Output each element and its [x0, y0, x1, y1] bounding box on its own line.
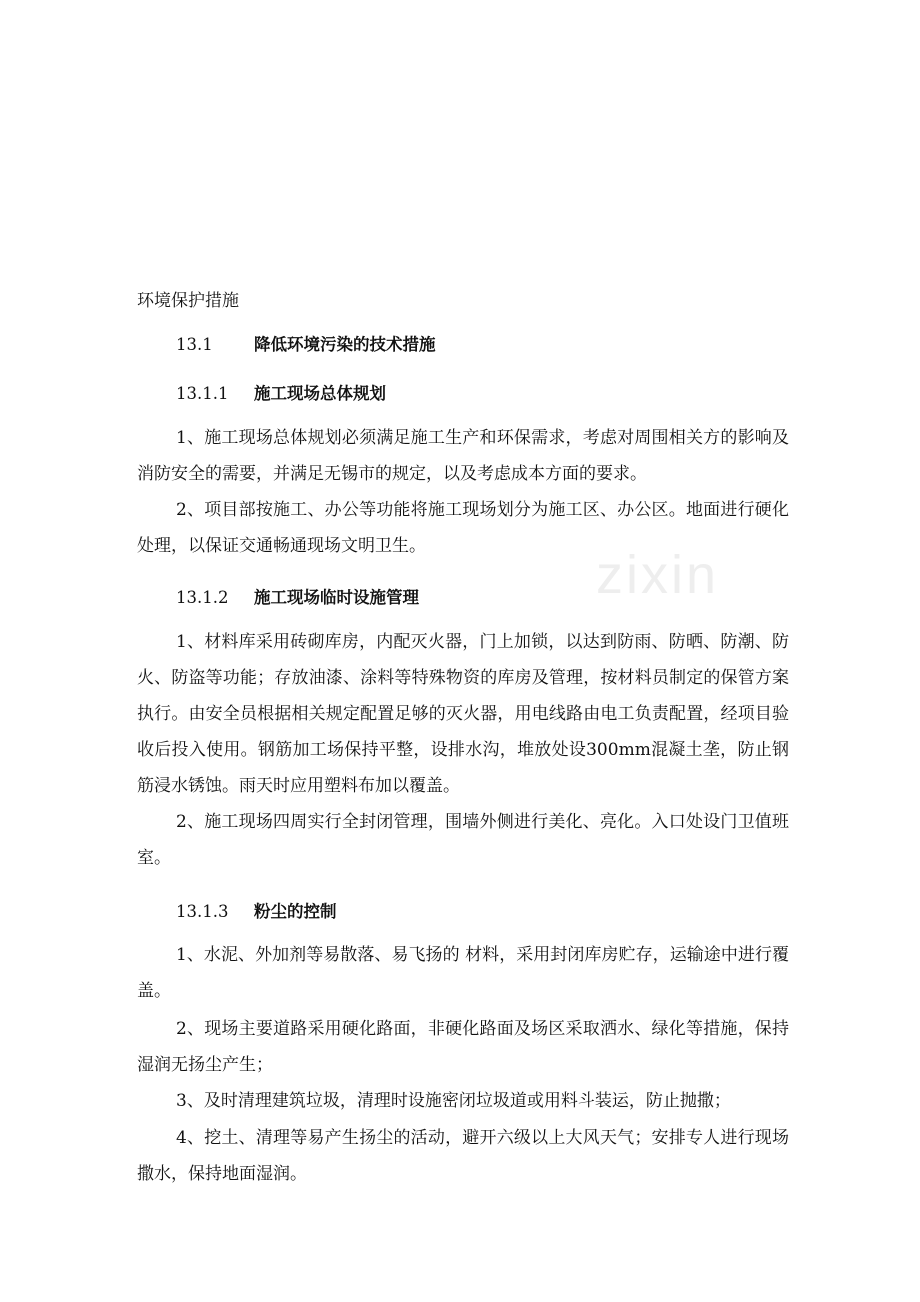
paragraph: 3、及时清理建筑垃圾，清理时设施密闭垃圾道或用料斗装运，防止抛撒； [176, 1091, 731, 1111]
section-heading-13-1-2 [176, 584, 419, 608]
paragraph: 1、材料库采用砖砌库房，内配灭火器，门上加锁，以达到防雨、防晒、防潮、防火、防盗等功能；存放油漆、涂料等特殊物资的库房及管理，按材料员制定的保管方案执行。由安全员根据相关规定配置足够的灭火器，用电线路由电工负责配置，经项目验收后投入使用。钢筋加工场保持平整，设排水沟，堆放处设300mm混凝土垄，防止钢筋浸水锈蚀。雨天时应用塑料布加以覆盖。 [137, 632, 789, 796]
section-heading-13-1-3 [176, 898, 337, 922]
section-label: 施工现场临时设施管理 [254, 588, 419, 607]
section-number: 13.1 [176, 335, 213, 354]
paragraph: 1、水泥、外加剂等易散落、易飞扬的 材料，采用封闭库房贮存，运输途中进行覆盖。 [137, 945, 789, 1001]
section-number: 13.1.2 [176, 588, 229, 607]
paragraph: 2、现场主要道路采用硬化路面，非硬化路面及场区采取洒水、绿化等措施，保持湿润无扬尘产生； [137, 1019, 789, 1075]
section-label: 粉尘的控制 [254, 902, 337, 921]
section-heading-13-1 [176, 331, 436, 355]
section-heading-13-1-1 [176, 380, 386, 404]
paragraph: 1、施工现场总体规划必须满足施工生产和环保需求，考虑对周围相关方的影响及消防安全的需要，并满足无锡市的规定，以及考虑成本方面的要求。 [137, 428, 789, 484]
section-label: 降低环境污染的技术措施 [254, 335, 436, 354]
paragraph: 2、项目部按施工、办公等功能将施工现场划分为施工区、办公区。地面进行硬化处理，以保证交通畅通现场文明卫生。 [137, 500, 789, 556]
section-label: 施工现场总体规划 [254, 384, 386, 403]
paragraph: 2、施工现场四周实行全封闭管理，围墙外侧进行美化、亮化。入口处设门卫值班室。 [137, 812, 789, 868]
section-number: 13.1.1 [176, 384, 229, 403]
section-number: 13.1.3 [176, 902, 229, 921]
paragraph: 4、挖土、清理等易产生扬尘的活动，避开六级以上大风天气；安排专人进行现场撒水，保持地面湿润。 [137, 1128, 789, 1184]
document-title: 环境保护措施 [137, 291, 239, 311]
watermark: zixin [596, 545, 720, 605]
